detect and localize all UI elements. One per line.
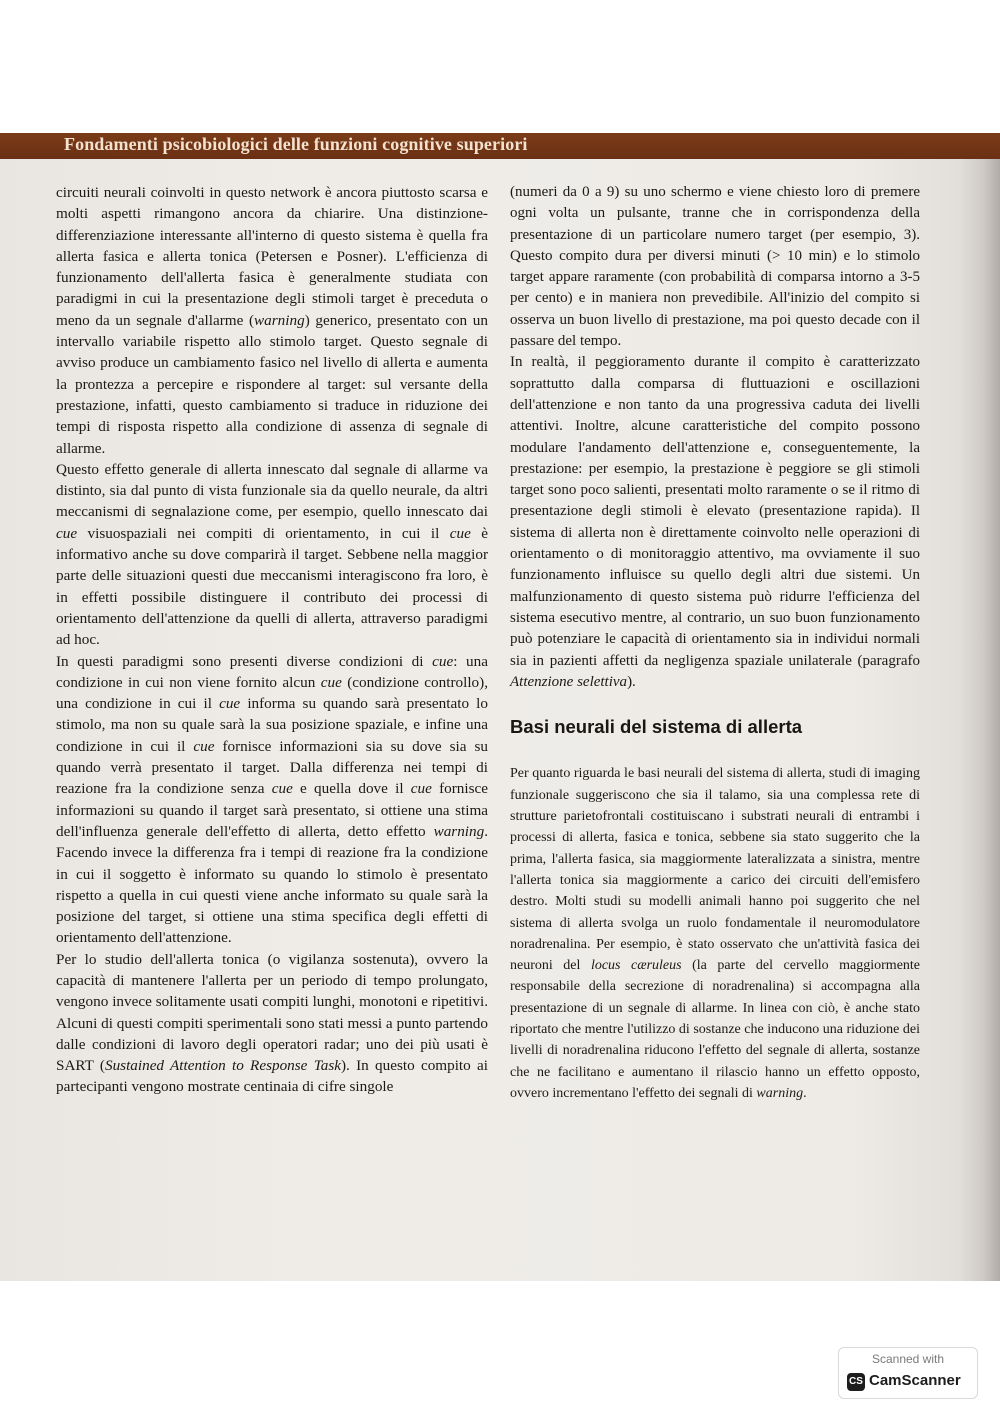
running-header [0, 133, 1000, 159]
paragraph: In realtà, il peggioramento durante il compito è caratterizzato soprattutto dalla comparsa di fluttuazioni e oscillazioni dell'attenzione e non tanto da una progressiva caduta dei livelli attentivi. Inoltre, alcune caratteristiche del compito possono modulare l'andamento dell'attenzione e, conseguentemente, la prestazione: per esempio, la prestazione è peggiore se gli stimoli target sono poco salienti, presentati molto raramente o se il ritmo di presentazione degli stimoli è elevato (presentazione rapida). Il sistema di allerta non è direttamente coinvolto nelle operazioni di orientamento o di monitoraggio attentivo, ma ovviamente il suo funzionamento influisce su quello degli altri due sistemi. Un malfunzionamento di questo sistema può ridurre l'efficienza del sistema esecutivo mentre, al contrario, un suo buon funzionamento può potenziare le capacità di orientamento sia in individui normali sia in pazienti affetti da negligenza spaziale unilaterale (paragrafo Attenzione selettiva). [510, 354, 920, 690]
page-edge-shadow [958, 133, 1000, 1281]
paragraph: In questi paradigmi sono presenti diverse condizioni di cue: una condizione in cui non viene fornito alcun cue (condizione controllo), una condizione in cui il cue informa su quando sarà presentato lo stimolo, ma non su quale sarà la sua posizione spaziale, e infine una condizione in cui il cue fornisce informazioni sia su dove sia su quando verrà presentato il target. Dalla differenza nei tempi di reazione fra la condizione senza cue e quella dove il cue fornisce informazioni su quando il target sarà presentato, si ottiene una stima dell'influenza generale dell'effetto di allerta, detto effetto warning. Facendo invece la differenza fra i tempi di reazione fra la condizione in cui il soggetto è informato su quando lo stimolo è presentato rispetto a quella in cui questi viene anche informato su quale sarà la posizione del target, si ottiene una stima specifica degli effetti di orientamento dell'attenzione. [56, 652, 489, 947]
paragraph: Questo effetto generale di allerta innescato dal segnale di allarme va distinto, sia dal punto di vista funzionale sia da quello neurale, da altri meccanismi di segnalazione come, per esempio, quello innescato dai cue visuospaziali nei compiti di orientamento, in cui il cue è informativo anche su dove comparirà il target. Sebbene nella maggior parte delle situazioni questi due meccanismi interagiscono fra loro, è in effetti possibile distinguere il contributo dei processi di orientamento dell'attenzione da quelli di allerta, attraverso paradigmi ad hoc. [56, 460, 488, 649]
right-column [510, 182, 920, 1104]
paragraph: Per lo studio dell'allerta tonica (o vigilanza sostenuta), ovvero la capacità di mantenere l'allerta per un periodo di tempo prolungato, vengono invece solitamente usati compiti lunghi, monotoni e ripetitivi. Alcuni di questi compiti sperimentali sono stati messi a punto partendo dalle condizioni di lavoro degli operatori radar; uno dei più usati è SART (Sustained Attention to Response Task). In questo compito ai partecipanti vengono mostrate centinaia di cifre singole [56, 950, 488, 1096]
left-column [56, 182, 488, 1098]
camscanner-watermark [838, 1347, 978, 1399]
watermark-brand: CamScanner [869, 1372, 961, 1389]
running-title: Fondamenti psicobiologici delle funzioni cognitive superiori [64, 134, 528, 154]
camscanner-logo-icon: CS [847, 1373, 865, 1391]
paragraph: circuiti neurali coinvolti in questo network è ancora piuttosto scarsa e molti aspetti rimangono ancora da chiarire. Una distinzione-differenziazione interessante all'interno di questo sistema è quella fra allerta fasica e allerta tonica (Petersen e Posner). L'efficienza di funzionamento dell'allerta fasica è generalmente studiata con paradigmi in cui la presentazione degli stimoli target è preceduta o meno da un segnale d'allarme (warning) generico, presentato con un intervallo variabile rispetto allo stimolo target. Questo segnale di avviso produce un cambiamento fasico nel livello di allerta e aumenta la prontezza a percepire e rispondere al target: sul versante della prestazione, infatti, questo cambiamento si traduce in riduzione dei tempi di risposta rispetto alla condizione di assenza di segnale di allarme. [56, 184, 488, 457]
paragraph: Per quanto riguarda le basi neurali del sistema di allerta, studi di imaging funzionale suggeriscono che sia il talamo, sia una complessa rete di strutture parietofrontali costituiscano i substrati neurali di entrambi i processi di allerta, fasica e tonica, sebbene sia stato suggerito che la prima, l'allerta fasica, sia maggiormente lateralizzata a sinistra, mentre l'allerta tonica sia maggiormente a carico dei circuiti dell'emisfero destro. Molti studi su modelli animali hanno poi suggerito che nel sistema di allerta svolga un ruolo fondamentale il neuromodulatore noradrenalina. Per esempio, è stato osservato che un'attività fasica dei neuroni del locus cæruleus (la parte del cervello maggiormente responsabile della secrezione di noradrenalina) si accompagna alla presentazione di un segnale di allarme. In linea con ciò, è anche stato riportato che mentre l'utilizzo di sostanze che inducono una riduzione dei livelli di noradrenalina riducono l'effetto del segnale di allerta, sostanze che ne facilitano e aumentano il rilascio hanno un effetto opposto, ovvero incrementano l'effetto dei segnali di warning. [510, 766, 921, 1101]
watermark-caption: Scanned with [871, 1352, 945, 1366]
paragraph: (numeri da 0 a 9) su uno schermo e viene chiesto loro di premere ogni volta un pulsante, tranne che in corrispondenza della presentazione di un particolare numero target (per esempio, 3). Questo compito dura per diversi minuti (> 10 min) e lo stimolo target appare raramente (con probabilità di comparsa intorno a 3-5 per cento) e in maniera non prevedibile. All'inizio del compito si osserva un buon livello di prestazione, ma poi questo decade con il passare del tempo. [510, 184, 920, 350]
section-heading: Basi neurali del sistema di allerta [510, 716, 803, 738]
